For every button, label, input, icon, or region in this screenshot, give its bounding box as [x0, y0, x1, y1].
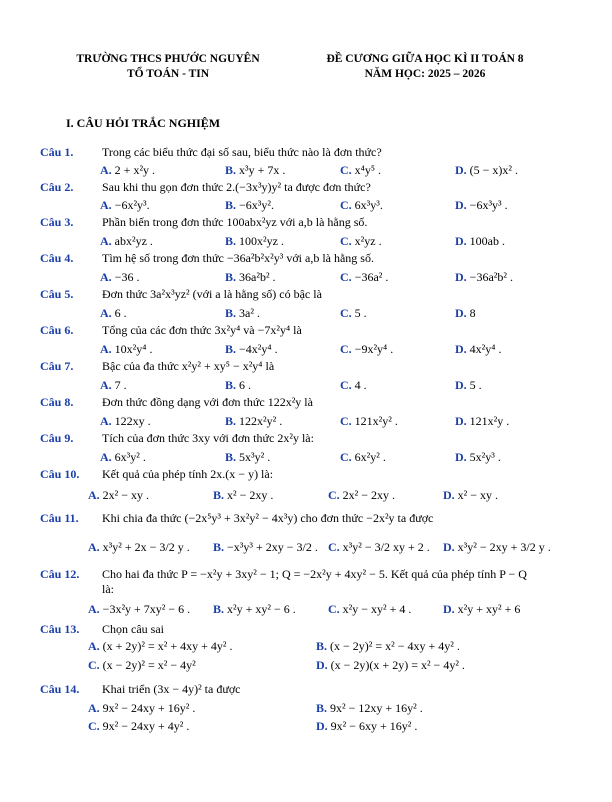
- option-b[interactable]: B. x³y + 7x .: [225, 163, 286, 177]
- option-a[interactable]: A. 9x² − 24xy + 16y² .: [88, 701, 196, 715]
- question-text: Bậc của đa thức x²y² + xy⁵ − x²y⁴ là: [102, 359, 275, 373]
- document-title: ĐỀ CƯƠNG GIỮA HỌC KÌ II TOÁN 8: [326, 53, 524, 65]
- question-7: [40, 359, 572, 374]
- question-number: Câu 3.: [40, 215, 74, 229]
- option-a[interactable]: A. (x + 2y)² = x² + 4xy + 4y² .: [88, 639, 233, 653]
- department-name: TỔ TOÁN - TIN: [126, 68, 210, 80]
- question-number: Câu 7.: [40, 359, 74, 373]
- option-c[interactable]: C. −36a² .: [340, 270, 389, 284]
- question-text: Khai triển (3x − 4y)² ta được: [102, 682, 241, 696]
- option-c[interactable]: C. 4 .: [340, 378, 367, 392]
- section-title: I. CÂU HỎI TRẮC NGHIỆM: [66, 116, 221, 130]
- option-b[interactable]: B. −6x³y².: [225, 198, 274, 212]
- school-year: NĂM HỌC: 2025 – 2026: [364, 68, 486, 80]
- option-c[interactable]: C. 9x² − 24xy + 4y² .: [88, 719, 190, 733]
- school-name: TRƯỜNG THCS PHƯỚC NGUYÊN: [76, 53, 260, 65]
- option-c[interactable]: C. (x − 2y)² = x² − 4y²: [88, 658, 196, 672]
- option-b[interactable]: B. 100x²yz .: [225, 234, 284, 248]
- option-c[interactable]: C. 5 .: [340, 306, 367, 320]
- question-text: Trong các biểu thức đại số sau, biểu thức nào là đơn thức?: [102, 145, 382, 159]
- option-b[interactable]: B. x² − 2xy .: [213, 488, 274, 502]
- option-c[interactable]: C. 6x²y² .: [340, 450, 386, 464]
- question-text-continued: là:: [102, 582, 114, 596]
- option-c[interactable]: C. x²yz .: [340, 234, 382, 248]
- option-a[interactable]: A. −36 .: [100, 270, 140, 284]
- question-text: Tìm hệ số trong đơn thức −36a²b²x²y³ với a,b là hằng số.: [102, 251, 374, 265]
- question-text: Đơn thức 3a²x³yz² (với a là hằng số) có bậc là: [102, 287, 322, 301]
- option-d[interactable]: D. x² − xy .: [443, 488, 499, 502]
- question-1: [40, 145, 572, 160]
- question-number: Câu 2.: [40, 180, 74, 194]
- option-d[interactable]: D. (x − 2y)(x + 2y) = x² − 4y² .: [316, 658, 465, 672]
- question-text: Khi chia đa thức (−2x⁵y³ + 3x²y² − 4x³y) cho đơn thức −2x²y ta được: [102, 511, 434, 525]
- option-c[interactable]: C. x³y² − 3/2 xy + 2 .: [328, 540, 430, 554]
- option-b[interactable]: B. −x³y³ + 2xy − 3/2 .: [213, 540, 318, 554]
- option-d[interactable]: D. 5 .: [455, 378, 482, 392]
- option-b[interactable]: B. 3a² .: [225, 306, 260, 320]
- option-a[interactable]: A. x³y² + 2x − 3/2 y .: [88, 540, 190, 554]
- option-b[interactable]: B. (x − 2y)² = x² − 4xy + 4y² .: [316, 639, 460, 653]
- question-number: Câu 11.: [40, 511, 79, 525]
- question-text: Kết quả của phép tính 2x.(x − y) là:: [102, 467, 274, 481]
- question-5: [40, 287, 572, 302]
- question-14: [40, 682, 572, 697]
- option-a[interactable]: A. 2x² − xy .: [88, 488, 150, 502]
- option-a[interactable]: A. 122xy .: [100, 414, 151, 428]
- question-text: Chọn câu sai: [102, 622, 164, 636]
- option-d[interactable]: D. 5x²y³ .: [455, 450, 501, 464]
- question-number: Câu 5.: [40, 287, 74, 301]
- option-d[interactable]: D. −6x³y³ .: [455, 198, 508, 212]
- question-text: Cho hai đa thức P = −x²y + 3xy² − 1; Q = −2x²y + 4xy² − 5. Kết quả của phép tính P − Q: [102, 567, 527, 581]
- option-b[interactable]: B. −4x²y⁴ .: [225, 342, 278, 356]
- question-12: [40, 567, 572, 597]
- option-a[interactable]: A. −3x²y + 7xy² − 6 .: [88, 602, 191, 616]
- option-d[interactable]: D. x²y + xy² + 6: [443, 602, 521, 616]
- question-2: [40, 180, 572, 195]
- option-d[interactable]: D. (5 − x)x² .: [455, 163, 519, 177]
- question-number: Câu 4.: [40, 251, 74, 265]
- question-9: [40, 431, 572, 446]
- question-number: Câu 6.: [40, 323, 74, 337]
- question-text: Tích của đơn thức 3xy với đơn thức 2x²y là:: [102, 431, 314, 445]
- question-text: Phần biến trong đơn thức 100abx²yz với a,b là hằng số.: [102, 215, 368, 229]
- option-a[interactable]: A. 2 + x²y .: [100, 163, 156, 177]
- question-text: Sau khi thu gọn đơn thức 2.(−3x³y)y² ta được đơn thức?: [102, 180, 371, 194]
- option-d[interactable]: D. 4x²y⁴ .: [455, 342, 502, 356]
- option-c[interactable]: C. x⁴y⁵ .: [340, 163, 382, 177]
- option-d[interactable]: D. −36a²b² .: [455, 270, 513, 284]
- option-b[interactable]: B. 5x³y² .: [225, 450, 271, 464]
- option-a[interactable]: A. 6x³y² .: [100, 450, 146, 464]
- option-a[interactable]: A. abx²yz .: [100, 234, 153, 248]
- option-d[interactable]: D. x³y² − 2xy + 3/2 y .: [443, 540, 551, 554]
- option-a[interactable]: A. 6 .: [100, 306, 127, 320]
- option-c[interactable]: C. 6x³y³.: [340, 198, 383, 212]
- header-right: [300, 52, 550, 82]
- option-c[interactable]: C. x²y − xy² + 4 .: [328, 602, 412, 616]
- option-d[interactable]: D. 100ab .: [455, 234, 505, 248]
- question-number: Câu 14.: [40, 682, 80, 696]
- option-c[interactable]: C. −9x²y⁴ .: [340, 342, 394, 356]
- option-d[interactable]: D. 9x² − 6xy + 16y² .: [316, 719, 418, 733]
- option-d[interactable]: D. 121x²y .: [455, 414, 510, 428]
- question-text: Tổng của các đơn thức 3x²y⁴ và −7x²y⁴ là: [102, 323, 302, 337]
- option-b[interactable]: B. 6 .: [225, 378, 252, 392]
- question-10: [40, 467, 572, 482]
- question-number: Câu 9.: [40, 431, 74, 445]
- option-d[interactable]: D. 8: [455, 306, 476, 320]
- question-number: Câu 1.: [40, 145, 74, 159]
- question-text: Đơn thức đồng dạng với đơn thức 122x²y là: [102, 395, 313, 409]
- question-number: Câu 13.: [40, 622, 80, 636]
- option-c[interactable]: C. 2x² − 2xy .: [328, 488, 396, 502]
- option-b[interactable]: B. 122x²y² .: [225, 414, 283, 428]
- question-3: [40, 215, 572, 230]
- option-b[interactable]: B. x²y + xy² − 6 .: [213, 602, 296, 616]
- option-c[interactable]: C. 121x²y² .: [340, 414, 398, 428]
- question-number: Câu 8.: [40, 395, 74, 409]
- question-number: Câu 10.: [40, 467, 80, 481]
- question-11: [40, 511, 572, 526]
- option-b[interactable]: B. 36a²b² .: [225, 270, 276, 284]
- question-4: [40, 251, 572, 266]
- question-6: [40, 323, 572, 338]
- option-b[interactable]: B. 9x² − 12xy + 16y² .: [316, 701, 423, 715]
- option-a[interactable]: A. 10x²y⁴ .: [100, 342, 153, 356]
- header-left: [58, 52, 278, 82]
- option-a[interactable]: A. −6x²y³.: [100, 198, 150, 212]
- question-8: [40, 395, 572, 410]
- option-a[interactable]: A. 7 .: [100, 378, 127, 392]
- question-13: [40, 622, 572, 637]
- question-number: Câu 12.: [40, 567, 80, 581]
